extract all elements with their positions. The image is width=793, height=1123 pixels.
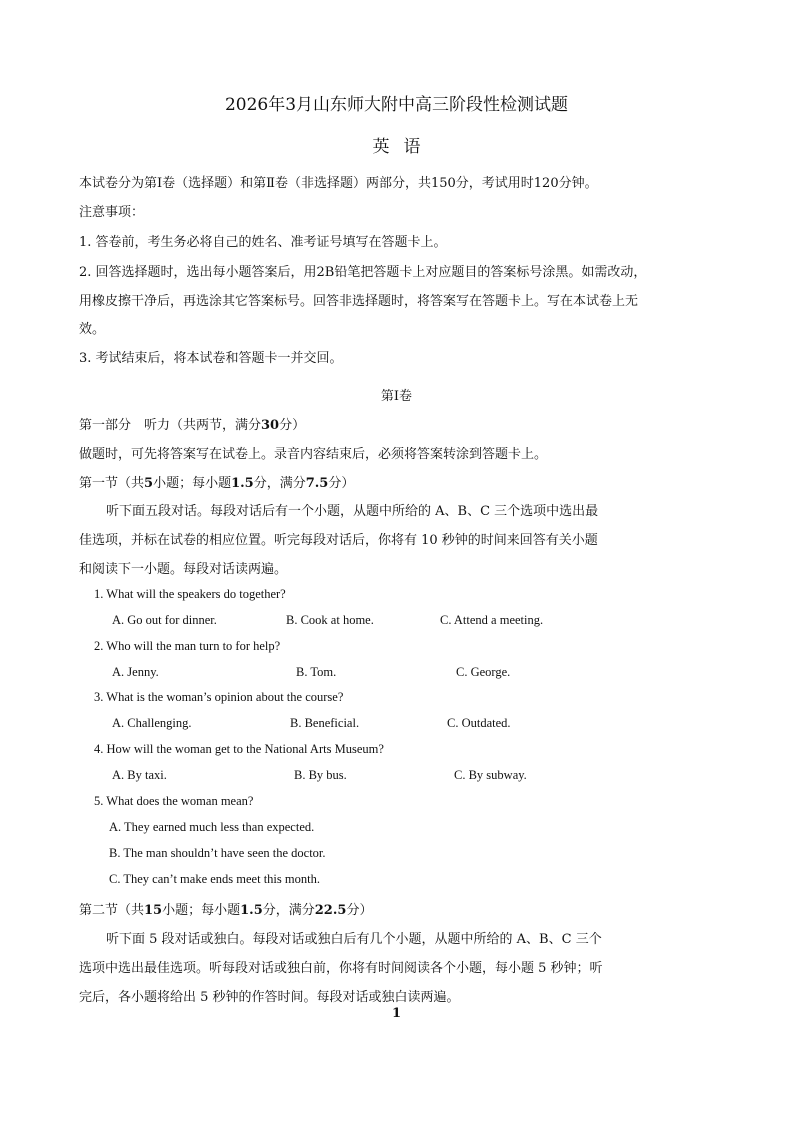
section1-heading-b: 小题；每小题 [153, 476, 232, 491]
section2-heading-b: 小题；每小题 [162, 903, 241, 918]
notes-title: 注意事项： [79, 205, 145, 220]
section2-directions-1: 听下面 5 段对话或独白。每段对话或独白后有几个小题，从题中所给的 A、B、C 三个 [106, 932, 602, 947]
section2-heading-a: 第二节（共 [79, 903, 145, 918]
section1-heading-c: 分，满分 [253, 476, 306, 491]
section1-each-score: 1.5 [231, 476, 254, 491]
section1-directions-3: 和阅读下一小题。每段对话读两遍。 [79, 562, 288, 577]
part1-heading [79, 414, 305, 433]
question-3-option-a: A. Challenging. [112, 716, 192, 730]
section1-total-score: 7.5 [305, 476, 329, 491]
section2-heading [79, 899, 372, 918]
question-3-option-c: C. Outdated. [447, 716, 511, 730]
intro-text: 本试卷分为第Ⅰ卷（选择题）和第Ⅱ卷（非选择题）两部分，共150分，考试用时120分钟。 [79, 176, 598, 191]
part1-instruction: 做题时，可先将答案写在试卷上。录音内容结束后，必须将答案转涂到答题卡上。 [79, 447, 548, 462]
section2-directions-2: 选项中选出最佳选项。听每段对话或独白前，你将有时间阅读各个小题，每小题 5 秒钟；听 [79, 961, 603, 976]
question-1: 1. What will the speakers do together? [94, 587, 286, 601]
part1-score: 30 [261, 418, 280, 433]
exam-title: 2026年3月山东师大附中高三阶段性检测试题 [224, 95, 569, 115]
question-4-option-a: A. By taxi. [112, 768, 167, 782]
section1-heading-a: 第一节（共 [79, 476, 145, 491]
question-3-option-b: B. Beneficial. [290, 716, 360, 730]
section1-heading-d: 分） [328, 476, 355, 491]
question-2-option-a: A. Jenny. [112, 665, 159, 679]
question-5-option-b: B. The man shouldn’t have seen the doctor. [109, 846, 326, 860]
section2-directions-3: 完后，各小题将给出 5 秒钟的作答时间。每段对话或独白读两遍。 [79, 990, 460, 1005]
section1-directions-2: 佳选项，并标在试卷的相应位置。听完每段对话后，你将有 10 秒钟的时间来回答有关小题 [79, 533, 598, 548]
note-2-line-3: 效。 [79, 322, 106, 337]
question-3: 3. What is the woman’s opinion about the course? [94, 690, 344, 704]
question-2: 2. Who will the man turn to for help? [94, 639, 281, 653]
section2-total-score: 22.5 [314, 903, 347, 918]
note-2-line-2: 用橡皮擦干净后，再选涂其它答案标号。回答非选择题时，将答案写在答题卡上。写在本试卷上无 [79, 294, 639, 309]
section2-count: 15 [144, 903, 163, 918]
question-5-option-a: A. They earned much less than expected. [109, 820, 315, 834]
section1-directions-1: 听下面五段对话。每段对话后有一个小题，从题中所给的 A、B、C 三个选项中选出最 [106, 504, 599, 519]
question-1-option-b: B. Cook at home. [286, 613, 374, 627]
question-2-option-c: C. George. [456, 665, 511, 679]
note-1: 1. 答卷前，考生务必将自己的姓名、准考证号填写在答题卡上。 [79, 235, 447, 250]
subject-title: 英语 [372, 137, 435, 157]
section2-heading-d: 分） [346, 903, 373, 918]
question-1-option-c: C. Attend a meeting. [440, 613, 544, 627]
part1-heading-pre: 第一部分 听力（共两节，满分 [79, 418, 262, 433]
section2-heading-c: 分，满分 [262, 903, 315, 918]
section2-each-score: 1.5 [240, 903, 263, 918]
question-4: 4. How will the woman get to the National Arts Museum? [94, 742, 384, 756]
note-2-line-1: 2. 回答选择题时，选出每小题答案后，用2B铅笔把答题卡上对应题目的答案标号涂黑。如需改动， [79, 265, 647, 280]
question-5-option-c: C. They can’t make ends meet this month. [109, 872, 320, 886]
note-3: 3. 考试结束后，将本试卷和答题卡一并交回。 [79, 351, 343, 366]
question-2-option-b: B. Tom. [296, 665, 337, 679]
page-number: 1 [391, 1006, 402, 1021]
section1-heading [79, 472, 354, 491]
part1-heading-post: 分） [279, 418, 306, 433]
question-1-option-a: A. Go out for dinner. [112, 613, 217, 627]
question-5: 5. What does the woman mean? [94, 794, 254, 808]
question-4-option-b: B. By bus. [294, 768, 347, 782]
question-4-option-c: C. By subway. [454, 768, 527, 782]
volume-heading: 第Ⅰ卷 [380, 389, 413, 404]
section1-count: 5 [144, 476, 154, 491]
